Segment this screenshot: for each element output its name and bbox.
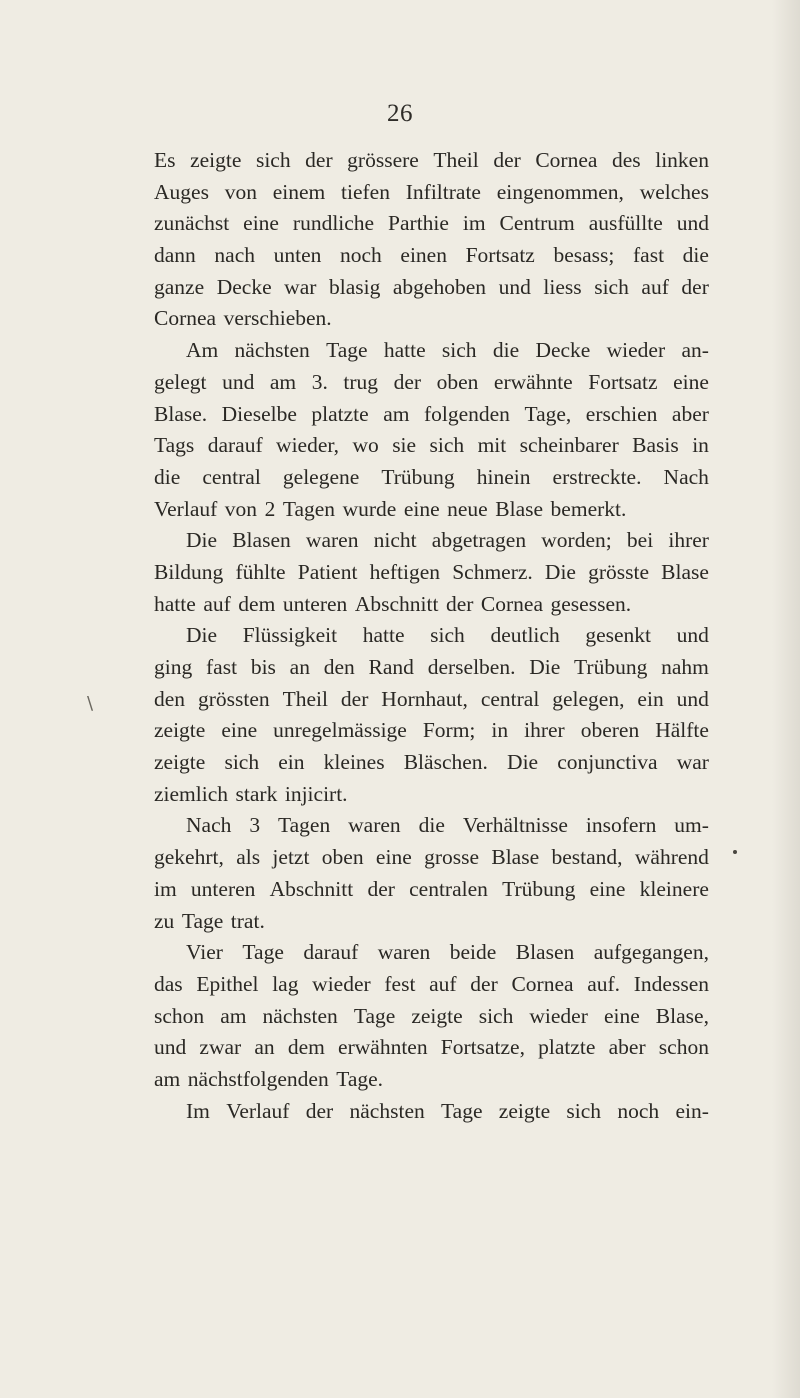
text-line: die central gelegene Trübung hinein erstreckte. Nach (154, 464, 709, 489)
text-line: das Epithel lag wieder fest auf der Cornea auf. Indessen (154, 971, 709, 996)
text-line: am nächstfolgenden Tage. (154, 1066, 384, 1091)
text-line: Auges von einem tiefen Infiltrate eingenommen, welches (154, 179, 709, 204)
text-line: Nach 3 Tagen waren die Verhältnisse insofern um- (186, 813, 709, 838)
text-line: den grössten Theil der Hornhaut, central gelegen, ein und (154, 686, 709, 711)
text-line: Die Flüssigkeit hatte sich deutlich gesenkt und (186, 623, 709, 648)
stray-ink-dot (733, 850, 737, 854)
margin-pencil-mark: \ (87, 693, 94, 714)
text-line: schon am nächsten Tage zeigte sich wieder eine Blase, (154, 1003, 709, 1028)
text-line: Cornea verschieben. (154, 306, 332, 331)
body-text (154, 145, 709, 1127)
text-line: gekehrt, als jetzt oben eine grosse Blase bestand, während (154, 845, 709, 870)
text-line: Tags darauf wieder, wo sie sich mit scheinbarer Basis in (154, 433, 709, 458)
text-line: Vier Tage darauf waren beide Blasen aufgegangen, (186, 940, 709, 965)
text-line: Blase. Dieselbe platzte am folgenden Tage, erschien aber (154, 401, 709, 426)
text-line: Verlauf von 2 Tagen wurde eine neue Blase bemerkt. (154, 496, 627, 521)
text-line: Die Blasen waren nicht abgetragen worden; bei ihrer (186, 528, 709, 553)
text-line: und zwar an dem erwähnten Fortsatze, platzte aber schon (154, 1035, 709, 1060)
text-line: ganze Decke war blasig abgehoben und liess sich auf der (154, 274, 709, 299)
text-line: gelegt und am 3. trug der oben erwähnte Fortsatz eine (154, 369, 709, 394)
text-line: zeigte sich ein kleines Bläschen. Die conjunctiva war (154, 750, 709, 775)
page-edge-shadow (772, 0, 800, 1398)
text-line: zu Tage trat. (154, 908, 265, 933)
text-line: Es zeigte sich der grössere Theil der Cornea des linken (154, 148, 709, 172)
text-line: im unteren Abschnitt der centralen Trübung eine kleinere (154, 876, 709, 901)
text-line: ziemlich stark injicirt. (154, 781, 348, 806)
text-line: zunächst eine rundliche Parthie im Centrum ausfüllte und (154, 211, 709, 236)
text-line: ging fast bis an den Rand derselben. Die Trübung nahm (154, 655, 709, 679)
text-line: dann nach unten noch einen Fortsatz besass; fast die (154, 243, 709, 268)
text-line: Bildung fühlte Patient heftigen Schmerz. Die grösste Blase (154, 559, 709, 584)
text-line: Im Verlauf der nächsten Tage zeigte sich noch ein- (186, 1098, 709, 1123)
page-number: 26 (387, 100, 413, 127)
text-line: hatte auf dem unteren Abschnitt der Cornea gesessen. (154, 591, 632, 616)
text-line: zeigte eine unregelmässige Form; in ihrer oberen Hälfte (154, 718, 709, 743)
text-line: Am nächsten Tage hatte sich die Decke wieder an- (186, 338, 709, 363)
